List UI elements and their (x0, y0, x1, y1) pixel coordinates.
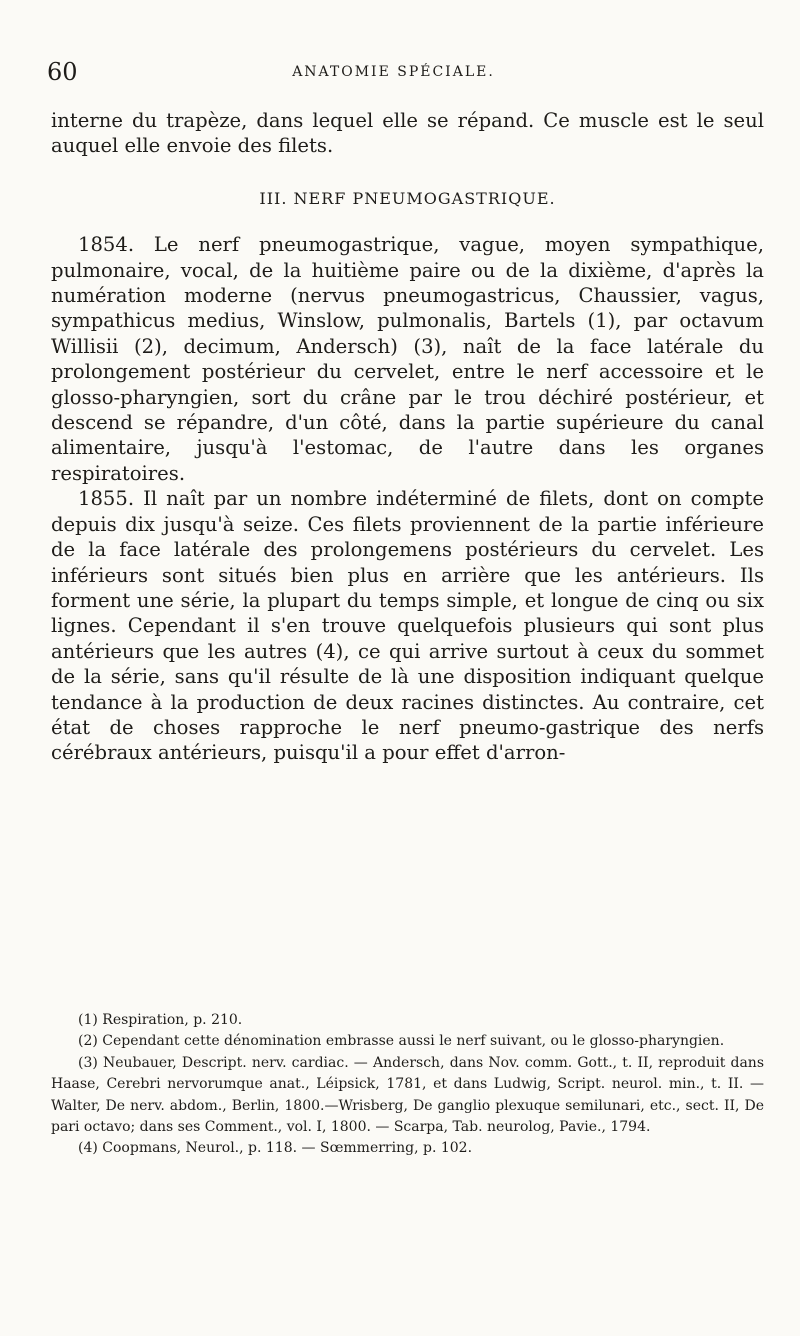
running-head: ANATOMIE SPÉCIALE. (292, 64, 495, 80)
footnotes (51, 1010, 764, 1160)
page-header (47, 58, 740, 88)
body-text (51, 108, 764, 766)
footnote-1: (1) Respiration, p. 210. (78, 1012, 243, 1028)
intro-paragraph: interne du trapèze, dans lequel elle se répand. Ce muscle est le seul auquel elle envoie des filets. (51, 109, 764, 158)
section-title: III. NERF PNEUMOGASTRIQUE. (259, 188, 556, 208)
page-number: 60 (47, 58, 78, 86)
paragraph-1854: 1854. Le nerf pneumogastrique, vague, moyen sympathique, pulmonaire, vocal, de la huitième paire ou de la dixième, d'après la numération moderne (nervus pneumogastricus, Chaussier, vagus, sympathicus medius, Winslow, pulmonalis, Bartels (1), par octavum Willisii (2), decimum, Andersch) (3), naît de la face latérale du prolongement postérieur du cervelet, entre le nerf accessoire et le glosso-pharyngien, sort du crâne par le trou déchiré postérieur, et descend se répandre, d'un côté, dans la partie supérieure du canal alimentaire, jusqu'à l'estomac, de l'autre dans les organes respiratoires. (51, 233, 764, 485)
paragraph-1855: 1855. Il naît par un nombre indéterminé de filets, dont on compte depuis dix jusqu'à seize. Ces filets proviennent de la partie inférieure de la face latérale des prolongemens postérieurs du cervelet. Les inférieurs sont situés bien plus en arrière que les antérieurs. Ils forment une série, la plupart du temps simple, et longue de cinq ou six lignes. Cependant il s'en trouve quelquefois plusieurs qui sont plus antérieurs que les autres (4), ce qui arrive surtout à ceux du sommet de la série, sans qu'il résulte de là une disposition indiquant quelque tendance à la production de deux racines distinctes. Au contraire, cet état de choses rapproche le nerf pneumo-gastrique des nerfs cérébraux antérieurs, puisqu'il a pour effet d'arron- (51, 487, 764, 765)
footnote-4: (4) Coopmans, Neurol., p. 118. — Sœmmerring, p. 102. (78, 1140, 473, 1157)
footnote-3: (3) Neubauer, Descript. nerv. cardiac. — Andersch, dans Nov. comm. Gott., t. II, reproduit dans Haase, Cerebri nervorumque anat., Léipsick, 1781, et dans Ludwig, Script. neurol. min., t. II. — Walter, De nerv. abdom., Berlin, 1800.—Wrisberg, De ganglio plexuque semilunari, etc., sect. II, De pari octavo; dans ses Comment., vol. I, 1800. — Scarpa, Tab. neurolog, Pavie., 1794. (51, 1054, 764, 1136)
footnote-2: (2) Cependant cette dénomination embrasse aussi le nerf suivant, ou le glosso-pharyngien. (78, 1033, 725, 1050)
